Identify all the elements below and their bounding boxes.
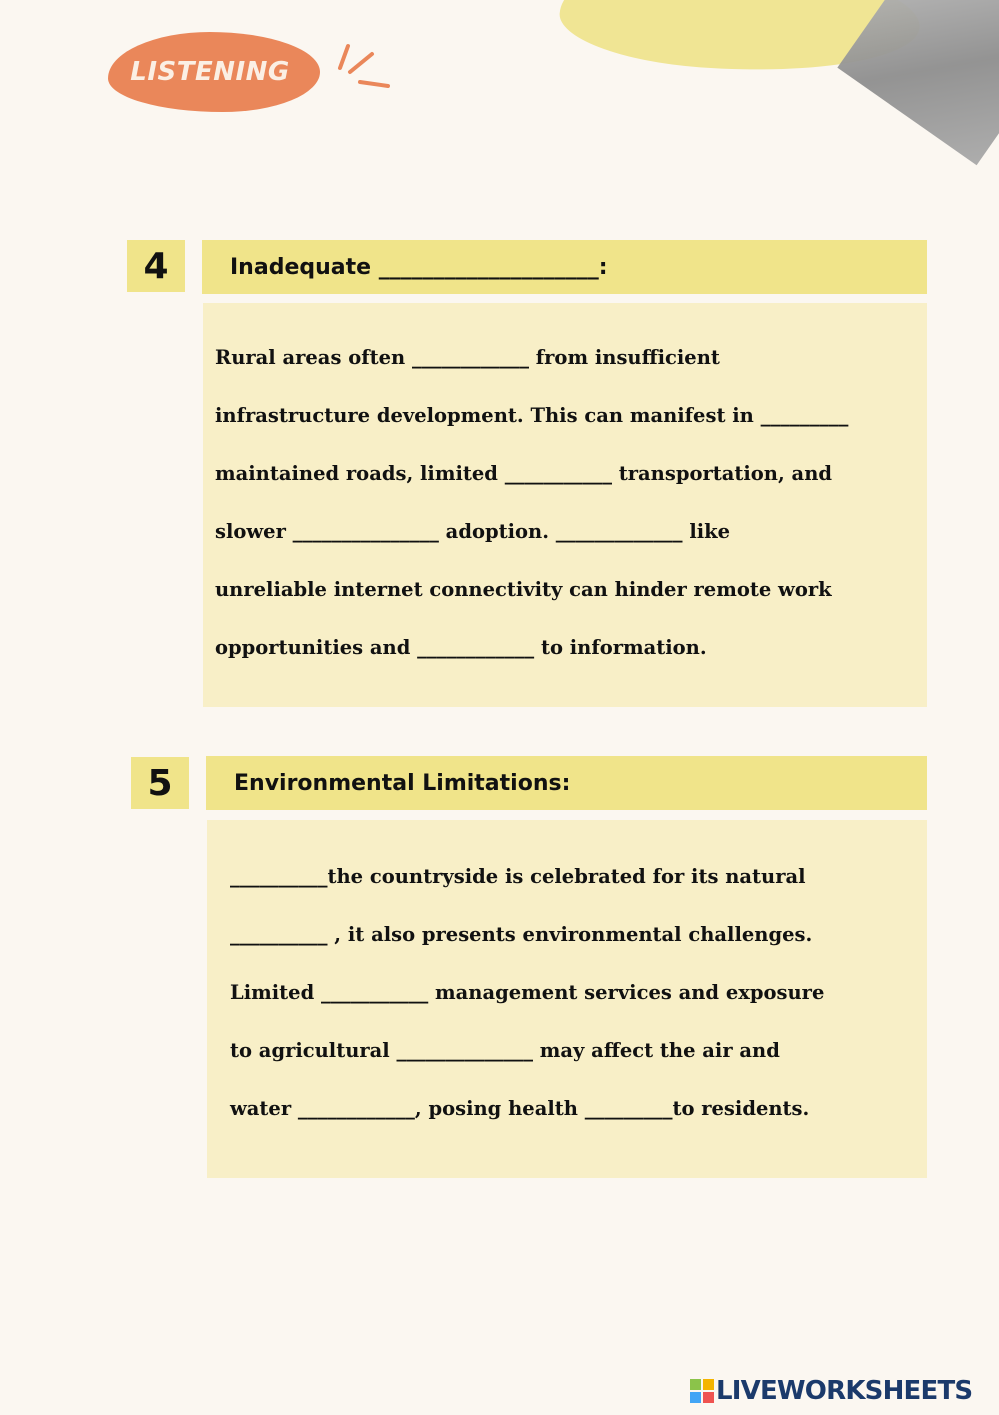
text-line: to agricultural ______________ may affect the air and bbox=[230, 1039, 780, 1062]
text-line: __________ , it also presents environmental challenges. bbox=[230, 923, 813, 946]
liveworksheets-brand bbox=[690, 1376, 972, 1406]
liveworksheets-logo-icon bbox=[690, 1379, 714, 1403]
text-line: slower _______________ adoption. _____________ like bbox=[215, 520, 731, 543]
text-line: unreliable internet connectivity can hinder remote work bbox=[215, 578, 832, 601]
section-number: 5 bbox=[131, 757, 189, 809]
section-body bbox=[207, 820, 927, 1178]
listening-badge bbox=[108, 32, 320, 112]
text-line: infrastructure development. This can manifest in _________ bbox=[215, 404, 849, 427]
listening-label: LISTENING bbox=[130, 57, 290, 87]
text-line: Rural areas often ____________ from insufficient bbox=[215, 346, 720, 369]
section-number: 4 bbox=[127, 240, 185, 292]
section-body bbox=[203, 303, 927, 707]
section-title: Environmental Limitations: bbox=[206, 756, 927, 810]
section-title: Inadequate ____________________: bbox=[202, 240, 927, 294]
text-line: __________the countryside is celebrated for its natural bbox=[230, 865, 806, 888]
text-line: maintained roads, limited ___________ transportation, and bbox=[215, 462, 833, 485]
brand-name: LIVEWORKSHEETS bbox=[716, 1376, 973, 1406]
text-line: Limited ___________ management services and exposure bbox=[230, 981, 825, 1004]
burst-lines-icon bbox=[336, 40, 396, 90]
text-line: water ____________, posing health _________to residents. bbox=[230, 1097, 810, 1120]
text-line: opportunities and ____________ to information. bbox=[215, 636, 707, 659]
